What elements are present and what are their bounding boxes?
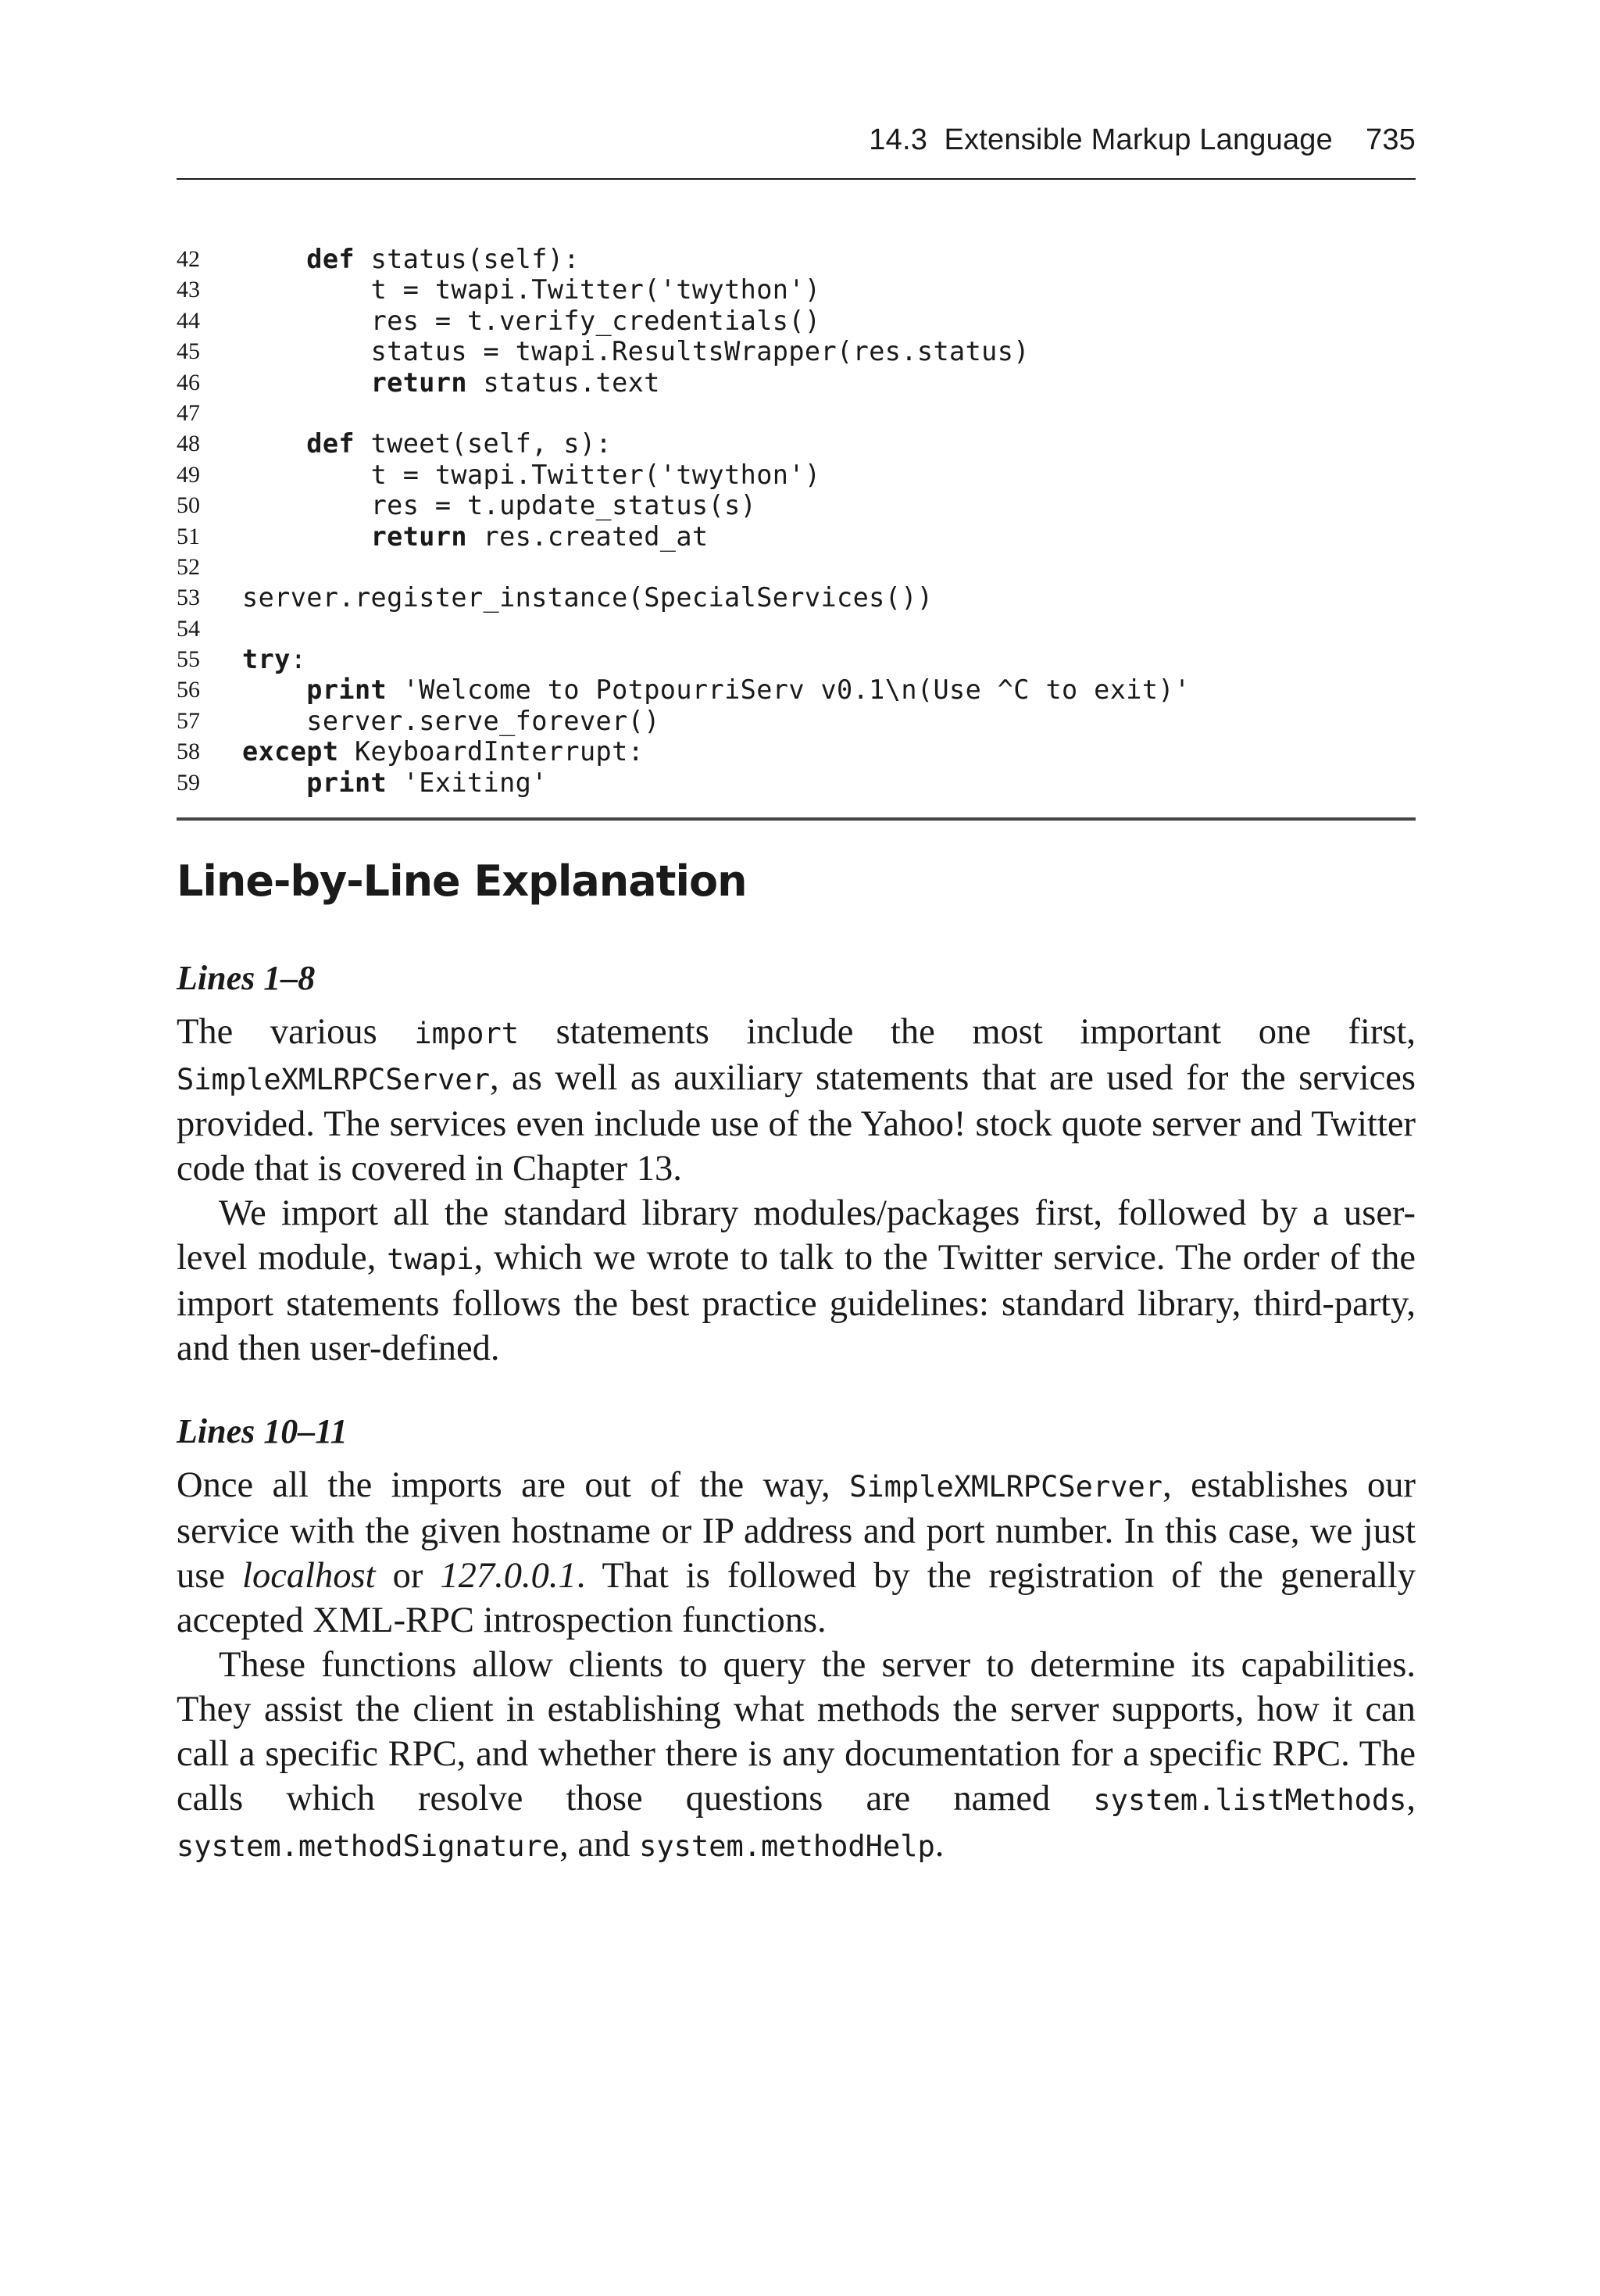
code-rest: t = twapi.Twitter('twython') (370, 459, 821, 490)
inline-code: system.methodSignature (177, 1829, 560, 1863)
code-indent (242, 274, 371, 305)
line-number: 52 (177, 553, 200, 580)
header-rule (177, 178, 1416, 180)
text-run: , (1406, 1779, 1416, 1819)
line-number: 43 (177, 277, 200, 303)
code-line (177, 736, 1416, 767)
code-text (242, 521, 709, 552)
code-rest: res = t.verify_credentials() (370, 305, 821, 336)
code-rest: : (290, 644, 307, 675)
text-run: , which we wrote to talk to the Twitter service. The order of the import statements follows the best practice guidelines: standard library, third-party, and then user-defined. (177, 1238, 1416, 1368)
code-line (177, 767, 1416, 798)
code-indent (242, 244, 306, 274)
text-run: These functions allow clients to query the server to determine its capabilities. They assist the client in establishing what methods the server supports, how it can call a specific RPC, and whether there is any documentation for a specific RPC. The calls which resolve those questions are named (177, 1645, 1416, 1819)
code-text (242, 674, 1191, 705)
code-indent (242, 767, 306, 798)
text-run: , as well as auxiliary statements that are used for the services provided. The services even include use of the Yahoo! stock quote server and Twitter code that is covered in Chapter 13. (177, 1058, 1416, 1189)
emphasis: 127.0.0.1 (440, 1556, 577, 1596)
line-number: 44 (177, 307, 200, 334)
code-keyword: except (242, 736, 339, 767)
code-indent (242, 306, 371, 336)
line-number: 59 (177, 769, 200, 796)
code-keyword: return (370, 520, 467, 552)
code-listing-rule (177, 817, 1416, 821)
header-section-title: 14.3 Extensible Markup Language (869, 123, 1333, 156)
inline-code: SimpleXMLRPCServer (177, 1063, 490, 1096)
code-text (242, 767, 548, 798)
subheading-lines-10-11: Lines 10–11 (177, 1412, 348, 1450)
text-run: The various (177, 1012, 415, 1052)
code-indent (242, 490, 371, 520)
text-run: or (375, 1556, 441, 1596)
code-rest: status.text (466, 367, 660, 398)
text-run: , establishes our service with the given hostname or IP address and port number. In this case, we just use (177, 1465, 1416, 1596)
code-keyword: def (306, 244, 355, 274)
code-indent (242, 367, 371, 398)
text-run: , and (559, 1825, 640, 1865)
text-run: We import all the standard library modules/packages first, followed by a user-level module, (177, 1193, 1416, 1278)
code-text (242, 706, 660, 736)
code-text (242, 367, 660, 398)
code-listing (177, 244, 1416, 798)
code-line (177, 460, 1416, 490)
subheading-lines-1-8: Lines 1–8 (177, 959, 316, 997)
code-line (177, 490, 1416, 520)
line-number: 57 (177, 707, 200, 734)
line-number: 54 (177, 615, 200, 642)
code-indent (242, 336, 371, 367)
code-text (242, 460, 821, 490)
code-line (177, 706, 1416, 736)
inline-code: SimpleXMLRPCServer (849, 1470, 1163, 1504)
code-rest: t = twapi.Twitter('twython') (370, 274, 821, 306)
code-text (242, 274, 821, 305)
page-number: 735 (1365, 123, 1416, 156)
code-line (177, 428, 1416, 459)
code-rest: status = twapi.ResultsWrapper(res.status) (370, 336, 1030, 367)
code-keyword: def (306, 428, 355, 460)
code-line (177, 398, 1416, 428)
inline-code: system.methodHelp (639, 1829, 935, 1863)
code-rest: res = t.update_status(s) (370, 490, 757, 521)
code-line (177, 582, 1416, 613)
code-line (177, 613, 1416, 644)
line-number: 48 (177, 431, 200, 457)
code-text (242, 490, 756, 520)
code-indent (242, 428, 306, 459)
explanation-block-lines-10-11 (177, 1463, 1416, 1869)
line-number: 47 (177, 399, 200, 426)
inline-code: system.listMethods (1093, 1783, 1407, 1817)
code-line (177, 306, 1416, 336)
code-indent (242, 674, 306, 705)
code-text (242, 306, 821, 336)
paragraph (177, 1463, 1416, 1643)
text-run: . (934, 1825, 945, 1865)
paragraph (177, 1010, 1416, 1191)
code-rest: 'Welcome to PotpourriServ v0.1\n(Use ^C to exit)' (387, 674, 1191, 706)
paragraph (177, 1191, 1416, 1371)
text-run: Once all the imports are out of the way, (177, 1465, 850, 1505)
explanation-block-lines-1-8 (177, 1010, 1416, 1371)
code-keyword: print (306, 767, 388, 798)
code-indent (242, 460, 371, 490)
line-number: 58 (177, 739, 200, 765)
code-line (177, 521, 1416, 552)
text-run: statements include the most important one first, (519, 1012, 1416, 1052)
section-title: Line-by-Line Explanation (177, 857, 747, 906)
code-text (242, 644, 306, 674)
code-text (242, 582, 933, 613)
code-text (242, 736, 644, 767)
code-rest: status(self): (355, 244, 580, 274)
text-run: . That is followed by the registration of the generally accepted XML-RPC introspection functions. (177, 1556, 1416, 1640)
code-text (242, 336, 1030, 367)
line-number: 49 (177, 461, 200, 488)
paragraph (177, 1643, 1416, 1869)
code-rest: 'Exiting' (387, 767, 548, 798)
code-keyword: return (370, 367, 467, 398)
code-text (242, 428, 612, 459)
code-line (177, 367, 1416, 398)
line-number: 55 (177, 646, 200, 673)
code-text (242, 244, 580, 274)
line-number: 42 (177, 246, 200, 272)
code-line (177, 552, 1416, 582)
running-header (869, 123, 1416, 157)
line-number: 46 (177, 369, 200, 395)
line-number: 45 (177, 338, 200, 365)
line-number: 56 (177, 677, 200, 703)
code-rest: server.serve_forever() (306, 705, 660, 736)
code-rest: KeyboardInterrupt: (338, 736, 645, 767)
code-line (177, 644, 1416, 674)
code-line (177, 674, 1416, 705)
code-line (177, 336, 1416, 367)
inline-code: twapi (387, 1243, 474, 1276)
line-number: 50 (177, 492, 200, 519)
code-rest: tweet(self, s): (355, 428, 612, 460)
code-rest: server.register_instance(SpecialServices()) (242, 582, 934, 613)
inline-code: import (414, 1017, 520, 1050)
code-keyword: print (306, 674, 388, 706)
code-line (177, 274, 1416, 305)
code-keyword: try (242, 644, 291, 675)
code-indent (242, 706, 306, 736)
code-rest: res.created_at (466, 520, 709, 552)
code-line (177, 244, 1416, 274)
emphasis: localhost (242, 1556, 376, 1596)
line-number: 53 (177, 585, 200, 611)
line-number: 51 (177, 523, 200, 549)
code-indent (242, 521, 371, 552)
